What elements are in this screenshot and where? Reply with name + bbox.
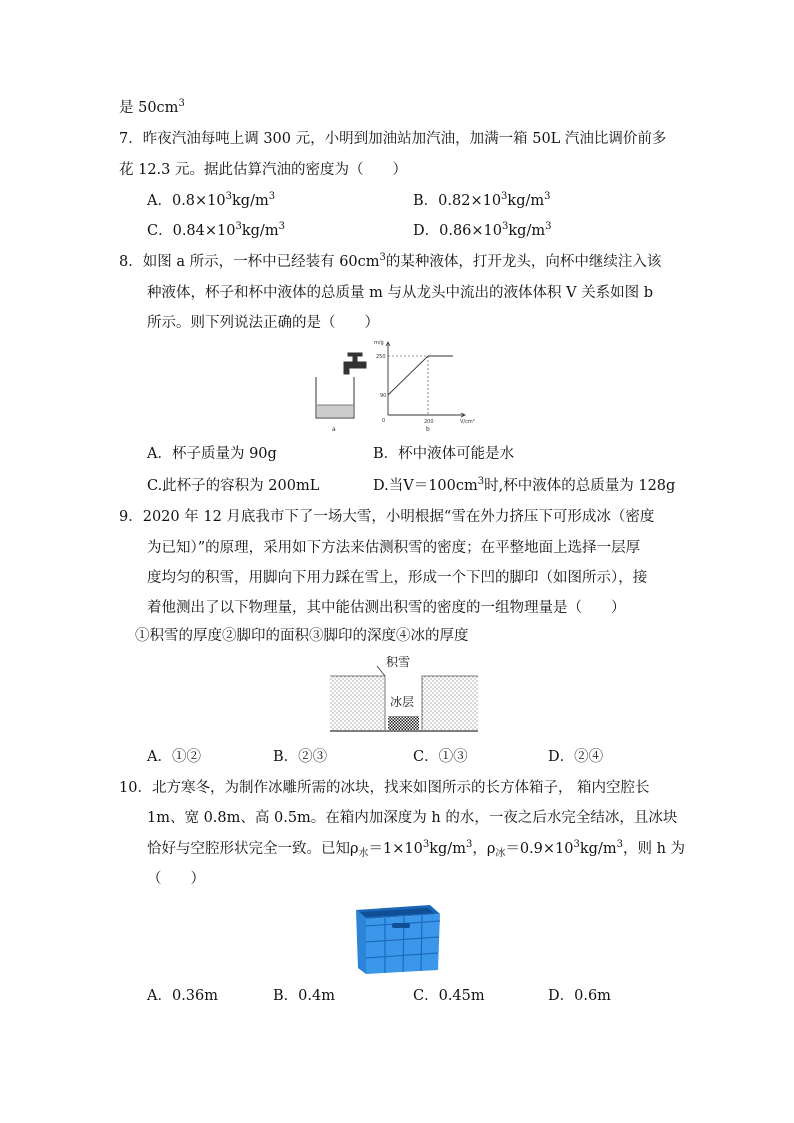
fig-label-a: a xyxy=(332,426,336,433)
q9-option-d: D．②④ xyxy=(548,749,604,765)
q9-figure xyxy=(328,652,480,736)
q8-line3: 所示。则下列说法正确的是（ ） xyxy=(147,315,379,331)
q7-option-c: C．$0.84\times 10^3kg/m^3$ xyxy=(147,221,285,239)
q9-option-a: A．①② xyxy=(147,749,201,765)
faucet-icon xyxy=(344,353,366,374)
x-tick-0: 0 xyxy=(382,418,386,424)
y-tick-250: 250 xyxy=(376,354,386,360)
q10-line1: 10．北方寒冬，为制作冰雕所需的冰块，找来如图所示的长方体箱子， 箱内空腔长 xyxy=(119,780,650,796)
y-tick-90: 90 xyxy=(380,393,387,399)
q10-line3: 恰好与空腔形状完全一致。已知$\rho_水=1\times 10^3kg/m^3$，$\rho_冰=0.9\times 10^3kg/m^3$，则 h 为 xyxy=(147,839,686,859)
q8-option-b: B．杯中液体可能是水 xyxy=(373,446,515,462)
ice-label: 冰层 xyxy=(390,695,415,709)
fig-label-b: b xyxy=(426,426,430,433)
q9-line4: 着他测出了以下物理量，其中能估测出积雪的密度的一组物理量是（ ） xyxy=(147,600,626,616)
q8-option-d: D.当$V=100cm^3$时,杯中液体的总质量为 128g xyxy=(373,476,676,494)
q7-option-b: B．$0.82\times 10^3kg/m^3$ xyxy=(413,191,551,209)
y-axis-label: m/g xyxy=(374,340,384,346)
q8-option-c: C.此杯子的容积为 200mL xyxy=(147,478,320,494)
q9-option-b: B．②③ xyxy=(273,749,328,765)
ice-layer xyxy=(388,716,419,730)
x-axis-label: V/cm³ xyxy=(460,419,475,425)
rho-water: $\rho_水=1\times 10^3kg/m^3$ xyxy=(350,839,473,859)
mass-volume-graph xyxy=(386,342,465,417)
q9-line1: 9．2020 年 12 月底我市下了一场大雪，小明根据“雪在外力挤压下可形成冰（密度 xyxy=(119,509,655,525)
q8-line2: 种液体，杯子和杯中液体的总质量 m 与从龙头中流出的液体体积 V 关系如图 b xyxy=(147,285,654,301)
x-tick-200: 200 xyxy=(424,419,434,425)
q9-line5: ①积雪的厚度②脚印的面积③脚印的深度④冰的厚度 xyxy=(135,628,469,644)
cup-icon xyxy=(316,377,354,418)
q10-line4: （ ） xyxy=(147,871,205,887)
q6-tail: 是 $50cm^3$ xyxy=(119,98,185,116)
snow-label: 积雪 xyxy=(386,655,411,669)
q7-option-a: A．$0.8\times 10^3kg/m^3$ xyxy=(147,191,276,209)
q8-line1: 8．如图 a 所示，一杯中已经装有 $60cm^3$的某种液体，打开龙头，向杯中继续注入该 xyxy=(119,252,662,270)
rho-ice: $\rho_冰=0.9\times 10^3kg/m^3$ xyxy=(486,839,623,859)
q10-option-b: B．0.4m xyxy=(273,988,335,1004)
blue-crate-image xyxy=(352,902,444,978)
q7-line1: 7．昨夜汽油每吨上调 300 元，小明到加油站加汽油，加满一箱 50L 汽油比调价前多 xyxy=(119,131,667,147)
q7-option-d: D．$0.86\times 10^3kg/m^3$ xyxy=(413,221,552,239)
q8-figure xyxy=(300,335,490,435)
graph-line-rising xyxy=(388,356,428,395)
q10-line2: 1m、宽 0.8m、高 0.5m。在箱内加深度为 h 的水，一夜之后水完全结冰，且冰块 xyxy=(147,810,678,826)
q7-line2: 花 12.3 元。据此估算汽油的密度为（ ） xyxy=(119,162,408,178)
q9-option-c: C．①③ xyxy=(413,749,468,765)
q8-option-a: A．杯子质量为 90g xyxy=(147,446,277,462)
q10-option-a: A．0.36m xyxy=(147,988,219,1004)
q9-line2: 为已知）”的原理，采用如下方法来估测积雪的密度；在平整地面上选择一层厚 xyxy=(147,540,641,556)
q9-line3: 度均匀的积雪，用脚向下用力踩在雪上，形成一个下凹的脚印（如图所示），接 xyxy=(147,570,648,586)
q10-option-d: D．0.6m xyxy=(548,988,611,1004)
q10-option-c: C．0.45m xyxy=(413,988,485,1004)
